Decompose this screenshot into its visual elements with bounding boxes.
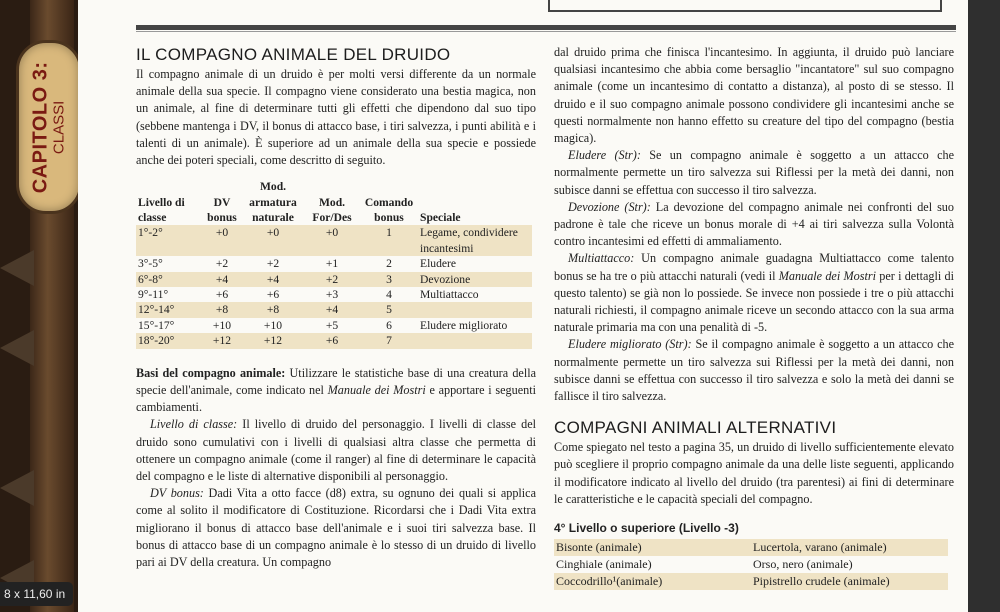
table-cell: +5: [325, 318, 339, 332]
alternatives-row: [554, 573, 948, 590]
table-cell: Eludere: [420, 257, 457, 271]
table-cell: [418, 333, 532, 348]
table-cell: 1°-2°: [136, 225, 202, 256]
alternatives-cell: Lucertola, varano (animale): [751, 539, 948, 556]
header-rule: [136, 25, 956, 30]
section-heading: IL COMPAGNO ANIMALE DEL DRUIDO: [136, 45, 451, 64]
alternatives-row: [554, 556, 948, 573]
table-row: [136, 287, 532, 302]
table-cell: +0: [242, 225, 304, 256]
intro-paragraph: Il compagno animale di un druido è per molti versi differente da un normale animale della sua specie. Il compagno viene considerato una bestia magica, non un animale, al fine di determinare tutti gli effetti che dipendono dal suo tipo (sebbene mantenga i DV, il bonus di attacco base, i tiri salvezza, i punti abilità e i talenti di un animale). È superiore ad un animale della sua specie e possiede anche dei poteri speciali, come descritto di seguito.: [136, 67, 536, 168]
table-row: [136, 333, 532, 348]
basi-label: Basi del compagno animale:: [136, 365, 286, 380]
table-cell: Eludere migliorato: [420, 318, 508, 332]
dv-text: Dadi Vita a otto facce (d8) extra, su ognuno dei quali si applica come al solito il modificatore di Costituzione. Ricordarsi che i Dadi Vita extra migliorano il bonus di attacco base dell'animale e i suoi tiri salvezza base. Il bonus di attacco base di un compagno animale è lo stesso di un druido di livello pari ai DV della creatura. Un compagno: [136, 486, 537, 569]
livello-label: Livello di classe:: [150, 417, 238, 432]
eludere-migliorato-paragraph: [554, 336, 954, 405]
devozione-text: La devozione del compagno animale nei confronti del suo padrone è tale che riceve un bonus morale di +4 ai tiri salvezza sulla Volontà contro incantesimi ed effetti di ammaliamento.: [554, 199, 954, 249]
companion-table: [136, 179, 532, 348]
table-row: [136, 256, 532, 271]
table-cell: Legame, condividere incantesimi: [418, 225, 532, 256]
alternatives-table: [554, 539, 948, 590]
table-cell: +6: [266, 288, 280, 302]
table-cell: 1: [360, 225, 418, 256]
table-cell: +10: [263, 318, 283, 332]
table-cell: 6: [386, 318, 392, 332]
alternatives-cell: Coccodrillo¹(animale): [554, 573, 751, 590]
basi-text: Utilizzare le statistiche base di una creatura della specie dell'animale, come indicato nel: [136, 365, 536, 397]
table-cell: Devozione: [418, 272, 532, 287]
table-cell: 2: [386, 257, 392, 271]
table-cell: +8: [242, 302, 304, 317]
alternatives-cell: Orso, nero (animale): [753, 557, 853, 572]
table-header: DV bonus: [207, 195, 237, 225]
devozione-label: Devozione (Str):: [568, 199, 651, 214]
alternatives-cell: Pipistrello crudele (animale): [751, 573, 948, 590]
table-cell: [418, 302, 532, 317]
dv-paragraph: [136, 485, 536, 571]
table-header: Comando bonus: [364, 195, 414, 225]
livello-paragraph: [136, 416, 536, 485]
chapter-label: CAPITOLO 3:: [29, 61, 52, 193]
alternatives-row: [554, 539, 948, 556]
chapter-section: CLASSI: [50, 100, 68, 154]
table-cell: +10: [212, 318, 232, 332]
table-cell: 15°-17°: [138, 318, 175, 332]
table-cell: 6°-8°: [136, 272, 202, 287]
devozione-paragraph: [554, 199, 954, 251]
table-cell: +0: [202, 225, 242, 256]
left-column: [136, 44, 536, 571]
table-cell: +4: [202, 272, 242, 287]
decorative-thorn: [0, 470, 34, 506]
page-size-indicator: 8 x 11,60 in: [0, 582, 73, 606]
table-cell: 4: [386, 288, 392, 302]
table-cell: +6: [304, 333, 360, 348]
table-cell: 12°-14°: [136, 302, 202, 317]
document-page: [78, 0, 968, 612]
table-header-row: [136, 179, 532, 225]
eludere-migliorato-text: Se il compagno animale è soggetto a un attacco che normalmente permette un tiro salvezza sui Riflessi per la metà dei danni, non subisce danni se effettua con successo il tiro salvezza e solo la metà dei danni se fallisce il tiro salvezza.: [554, 337, 954, 404]
table-cell: 9°-11°: [138, 288, 169, 302]
section-heading-alternatives: COMPAGNI ANIMALI ALTERNATIVI: [554, 418, 837, 438]
table-row: [136, 302, 532, 317]
table-row: [136, 318, 532, 333]
alternatives-cell: Cinghiale (animale): [556, 557, 652, 572]
continued-paragraph: dal druido prima che finisca l'incantesimo. In aggiunta, il druido può lanciare qualsiasi incantesimo che abbia come bersaglio "incantatore" sul suo compagno animale (come un incantesimo di contatto a distanza), al posto di se stesso. Il druido e il suo compagno animale possono condividere gli incantesimi anche se questi normalmente non hanno effetto su creature del tipo del compagno (bestia magica).: [554, 45, 954, 146]
table-cell: +0: [304, 225, 360, 256]
book-title: Manuale dei Mostri: [778, 268, 876, 283]
table-cell: Multiattacco: [420, 288, 479, 302]
decorative-thorn: [0, 330, 34, 366]
table-cell: +2: [304, 272, 360, 287]
header-ornament: [548, 0, 942, 12]
table-cell: 5: [360, 302, 418, 317]
right-column: [554, 44, 954, 590]
table-header: Speciale: [420, 211, 461, 225]
chapter-tab: [16, 40, 82, 214]
table-cell: 18°-20°: [136, 333, 202, 348]
multiattacco-paragraph: [554, 250, 954, 336]
multiattacco-text-end: per i dettagli di questo talento) se già non lo possiede. Se invece non possiede i tre o più attacchi naturali richiesti, il compagno animale riceve un secondo attacco con la sua arma naturale primaria ma con una penalità di -5.: [554, 268, 954, 335]
header-rule-thin: [136, 31, 956, 32]
table-row: [136, 272, 532, 287]
eludere-label: Eludere (Str):: [568, 148, 641, 163]
table-cell: 3°-5°: [138, 257, 163, 271]
book-title: Manuale dei Mostri: [327, 382, 426, 397]
dv-label: DV bonus:: [150, 486, 204, 501]
table-cell: +6: [215, 288, 229, 302]
alternatives-list-title: 4° Livello o superiore (Livello -3): [554, 521, 739, 536]
decorative-thorn: [0, 250, 34, 286]
basi-text-end: e apportare i seguenti cambiamenti.: [136, 382, 536, 415]
basi-paragraph: [136, 365, 536, 417]
alternatives-cell: Bisonte (animale): [554, 539, 751, 556]
table-header: Livello di classe: [138, 195, 185, 225]
table-cell: 3: [360, 272, 418, 287]
table-cell: +4: [304, 302, 360, 317]
alternatives-paragraph: Come spiegato nel testo a pagina 35, un druido di livello sufficientemente elevato può scegliere il proprio compagno animale da una delle liste seguenti, applicando il modificatore indicato al livello del druido (tra parentesi) ai fini di determinare le caratteristiche e le capacità speciali del compagno.: [554, 440, 954, 506]
table-cell: 7: [360, 333, 418, 348]
table-cell: +12: [202, 333, 242, 348]
table-cell: +2: [215, 257, 229, 271]
table-cell: +8: [202, 302, 242, 317]
livello-text: Il livello di druido del personaggio. I livelli di classe del druido sono cumulativi con i livelli di qualsiasi altra classe che permetta di ottenere un compagno animale (come il ranger) al fine di determinare le capacità del compagno e le liste di alternative disponibili al personaggio.: [136, 417, 536, 483]
table-cell: +1: [325, 257, 339, 271]
table-row: [136, 225, 532, 256]
eludere-paragraph: [554, 147, 954, 199]
eludere-text: Se un compagno animale è soggetto a un attacco che normalmente permette un tiro salvezza sui Riflessi per la metà dei danni, non subisce danni se effettua con successo il tiro salvezza.: [554, 148, 954, 197]
table-cell: +12: [242, 333, 304, 348]
table-header: Mod. armatura naturale: [249, 180, 297, 225]
multiattacco-label: Multiattacco:: [568, 251, 635, 266]
table-cell: +2: [266, 257, 280, 271]
table-cell: +3: [325, 288, 339, 302]
eludere-migliorato-label: Eludere migliorato (Str):: [568, 337, 692, 352]
table-cell: +4: [242, 272, 304, 287]
multiattacco-text: Un compagno animale guadagna Multiattacco come talento bonus se ha tre o più attacchi naturali (vedi il: [554, 251, 954, 283]
table-header: Mod. For/Des: [312, 195, 352, 225]
